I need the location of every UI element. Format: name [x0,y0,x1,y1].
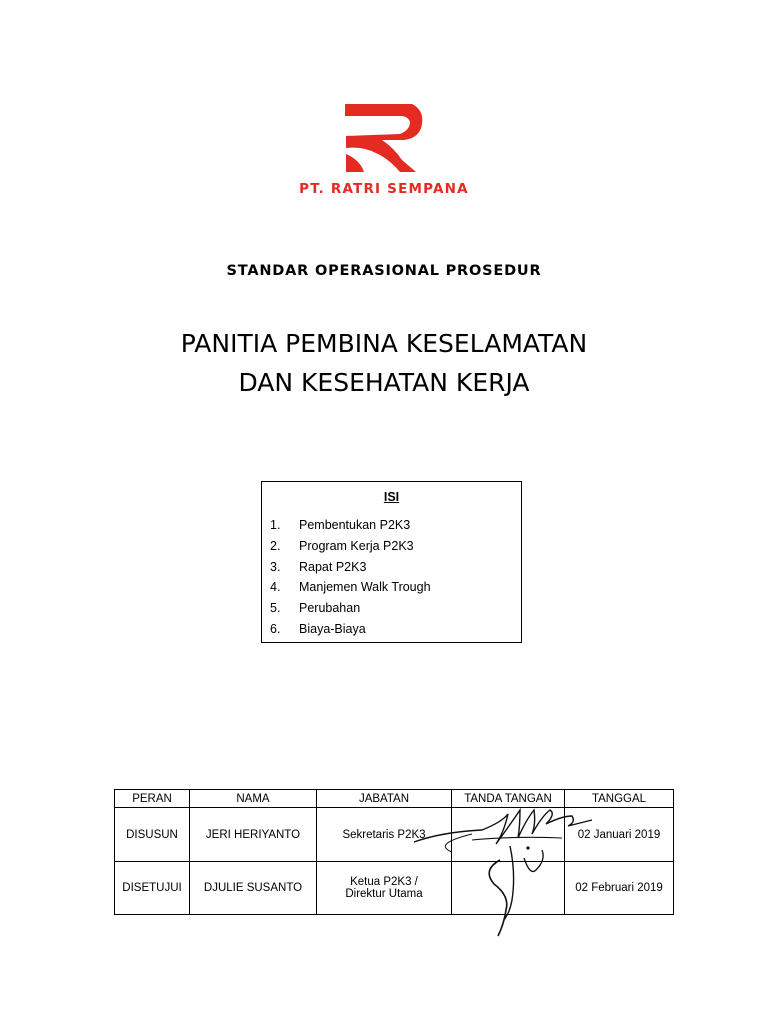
company-name: PT. RATRI SEMPANA [299,181,469,197]
contents-item-number: 4. [270,580,281,595]
contents-list [270,515,431,640]
role-cell: DISETUJUI [115,862,190,915]
position-line: Sekretaris P2K3 [342,828,426,841]
company-logo-icon [342,104,424,172]
title-line-1: PANITIA PEMBINA KESELAMATAN [180,329,588,358]
contents-item-label: Biaya-Biaya [299,621,366,636]
name-cell: DJULIE SUSANTO [190,862,317,915]
title-line-2: DAN KESEHATAN KERJA [238,368,530,397]
contents-item-label: Program Kerja P2K3 [299,538,414,553]
position-cell [317,862,452,915]
contents-item-label: Rapat P2K3 [299,559,367,574]
contents-item [270,557,431,578]
position-line: Ketua P2K3 / [350,876,418,888]
header-date: TANGGAL [565,790,674,808]
contents-item [270,577,431,598]
header-signature: TANDA TANGAN [452,790,565,808]
contents-item-label: Manjemen Walk Trough [299,580,431,595]
header-position: JABATAN [317,790,452,808]
contents-box [261,481,522,643]
contents-item-number: 6. [270,621,281,636]
contents-item-number: 5. [270,601,281,616]
position-cell [317,808,452,862]
date-cell: 02 Januari 2019 [565,808,674,862]
table-row [115,862,674,915]
table-row [115,808,674,862]
header-role: PERAN [115,790,190,808]
approval-table [114,789,674,915]
contents-heading: ISI [383,490,400,504]
date-cell: 02 Februari 2019 [565,862,674,915]
contents-item [270,598,431,619]
contents-item-number: 3. [270,559,281,574]
contents-item [270,619,431,640]
table-header-row [115,790,674,808]
signature-cell [452,862,565,915]
document-title [0,324,768,402]
contents-item [270,536,431,557]
contents-item-label: Pembentukan P2K3 [299,518,411,532]
name-cell: JERI HERIYANTO [190,808,317,862]
contents-item-number: 2. [270,538,281,553]
role-cell: DISUSUN [115,808,190,862]
position-line: Direktur Utama [345,888,423,900]
contents-item-number: 1. [270,518,281,532]
contents-item [270,515,431,536]
contents-item-label: Perubahan [299,601,361,616]
signature-cell [452,808,565,862]
document-label: STANDAR OPERASIONAL PROSEDUR [226,263,542,279]
header-name: NAMA [190,790,317,808]
